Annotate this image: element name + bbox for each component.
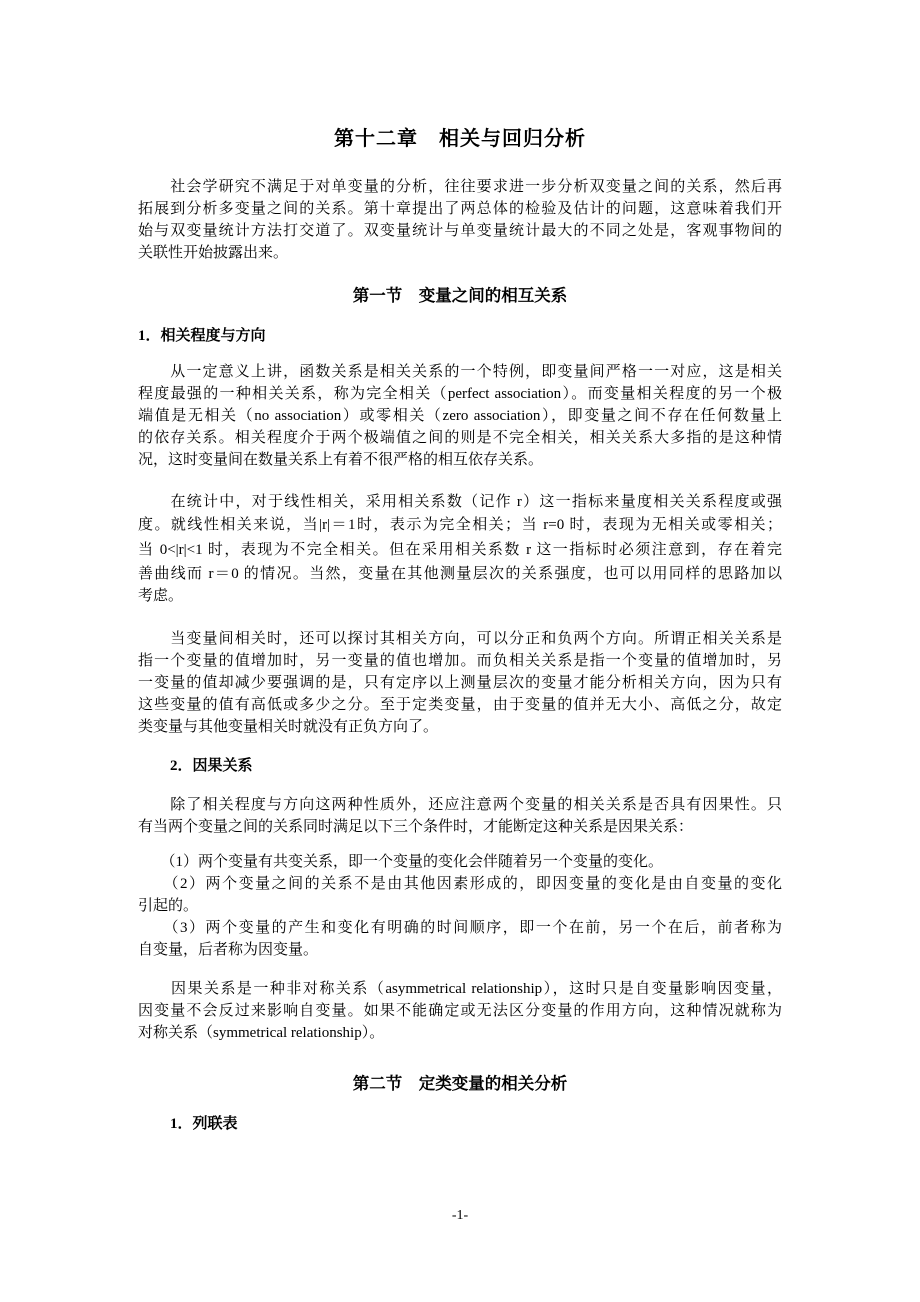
text-line: 指一个变量的值增加时，另一变量的值也增加。而负相关关系是指一个变量的值增加时，另 [138,653,782,669]
chapter-title: 第十二章 相关与回归分析 [334,128,586,150]
paragraph-causality [138,794,782,838]
text-line: 因变量不会反过来影响自变量。如果不能确定或无法区分变量的作用方向，这种情况就称为 [138,1003,782,1019]
section-2-heading: 第二节 定类变量的相关分析 [352,1074,568,1093]
text-line: 端值是无相关（no association）或零相关（zero association），即变量之间不存在任何数量上 [138,408,782,424]
paragraph-correlation-coefficient [138,491,782,607]
text-line: 拓展到分析多变量之间的关系。第十章提出了两总体的检验及估计的问题，这意味着我们开 [138,201,782,217]
text-line: 当变量间相关时，还可以探讨其相关方向，可以分正和负两个方向。所谓正相关关系是 [138,631,782,647]
text-line: 社会学研究不满足于对单变量的分析，往往要求进一步分析双变量之间的关系，然后再 [138,179,782,195]
text-line: 自变量，后者称为因变量。 [138,942,319,958]
text-line: 从一定意义上讲，函数关系是相关关系的一个特例，即变量间严格一一对应，这是相关 [138,364,782,380]
text-line: 况，这时变量间在数量关系上有着不很严格的相互依存关系。 [138,452,544,468]
text-line: 当 0<|r|<1 时，表现为不完全相关。但在采用相关系数 r 这一指标时必须注意到，存在着完 [138,542,782,558]
causality-conditions [138,851,782,961]
text-line: 度。就线性相关来说，当|r|＝1时，表示为完全相关；当 r=0 时，表现为无相关或零相关； [138,517,782,533]
text-line: 类变量与其他变量相关时就没有正负方向了。 [138,719,439,735]
text-line: 一变量的值却减少要强调的是，只有定序以上测量层次的变量才能分析相关方向，因为只有 [138,675,782,691]
text-line: 因果关系是一种非对称关系（asymmetrical relationship），这时只是自变量影响因变量， [138,981,782,997]
text-line: 在统计中，对于线性相关，采用相关系数（记作 r）这一指标来量度相关关系程度或强 [138,494,782,510]
intro-paragraph [138,176,782,264]
text-line: 考虑。 [138,588,184,604]
text-line: 程度最强的一种相关关系，称为完全相关（perfect association）。而变量相关程度的另一个极 [138,386,782,402]
text-line: 引起的。 [138,898,199,914]
subheading-causality: 2．因果关系 [170,758,253,774]
text-line: （3）两个变量的产生和变化有明确的时间顺序，即一个在前，另一个在后，前者称为 [138,920,782,936]
paragraph-asymmetry [138,978,782,1044]
subheading-contingency-table: 1．列联表 [170,1116,238,1132]
text-line: 善曲线而 r＝0 的情况。当然，变量在其他测量层次的关系强度，也可以用同样的思路加以 [138,566,782,582]
section-1-heading: 第一节 变量之间的相互关系 [352,286,568,305]
text-line: 除了相关程度与方向这两种性质外，还应注意两个变量的相关关系是否具有因果性。只 [138,797,782,813]
text-line: （1）两个变量有共变关系，即一个变量的变化会伴随着另一个变量的变化。 [138,854,664,870]
text-line: 的依存关系。相关程度介于两个极端值之间的则是不完全相关，相关关系大多指的是这种情 [138,430,782,446]
text-line: 有当两个变量之间的关系同时满足以下三个条件时，才能断定这种关系是因果关系： [138,819,694,835]
text-line: 关联性开始披露出来。 [138,245,289,261]
text-line: 这些变量的值有高低或多少之分。至于定类变量，由于变量的值并无大小、高低之分，故定 [138,697,782,713]
text-line: 对称关系（symmetrical relationship）。 [138,1025,385,1041]
subheading-correlation-degree: 1．相关程度与方向 [138,328,266,344]
paragraph-correlation-degree [138,361,782,471]
text-line: 始与双变量统计方法打交道了。双变量统计与单变量统计最大的不同之处是，客观事物间的 [138,223,782,239]
page-number: -1- [451,1208,469,1223]
text-line: （2）两个变量之间的关系不是由其他因素形成的，即因变量的变化是由自变量的变化 [138,876,782,892]
paragraph-correlation-direction [138,628,782,738]
